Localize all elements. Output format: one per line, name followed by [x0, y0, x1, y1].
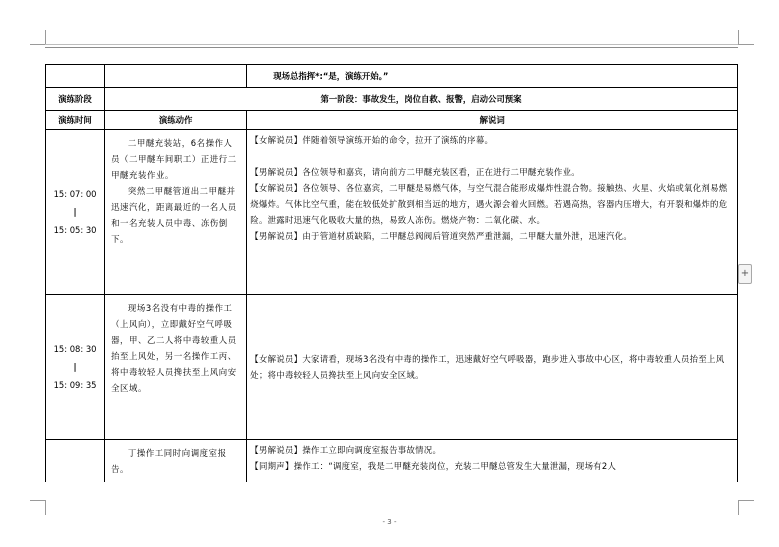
- narration-line: [250, 132, 734, 148]
- crop-mark-bottom-right-h: [738, 500, 754, 501]
- crop-mark-top-left-h: [30, 44, 46, 45]
- narration-line: [250, 180, 734, 228]
- action-cell: [105, 130, 247, 295]
- time-cell: [46, 130, 105, 295]
- directive-empty-cell-1: [46, 65, 105, 88]
- narration-text: 操作工：“调度室，我是二甲醚充装岗位，充装二甲醚总管发生大量泄漏，现场有2人: [293, 461, 617, 471]
- narration-text: 操作工立即向调度室报告事故情况。: [302, 445, 442, 455]
- column-header-time: 演练时间: [46, 111, 105, 130]
- narration-line: [250, 442, 734, 458]
- narration-cell: [247, 440, 738, 483]
- time-cell: [46, 440, 105, 483]
- time-end: 15: 09: 35: [53, 380, 97, 390]
- crop-mark-top-right-v: [738, 30, 739, 45]
- time-separator: |: [73, 362, 77, 372]
- time-end: 15: 05: 30: [53, 225, 97, 235]
- table-row: [46, 440, 738, 483]
- stage-label: 演练阶段: [46, 88, 105, 111]
- table-row: [46, 295, 738, 440]
- column-header-narration: 解说词: [247, 111, 738, 130]
- page-number: - 3 -: [382, 518, 397, 526]
- narration-text: 由于管道材质缺陷，二甲醚总阀阀后管道突然严重泄漏，二甲醚大量外泄，迅速汽化。: [302, 231, 632, 241]
- header-rule-thin: [45, 44, 738, 45]
- time-cell: [46, 295, 105, 440]
- column-header-action: 演练动作: [105, 111, 247, 130]
- stage-title: 第一阶段：事故发生，岗位自救、报警，启动公司预案: [105, 88, 738, 111]
- narration-line: [250, 351, 734, 383]
- narration-role: 【女解说员】: [250, 135, 303, 145]
- narration-role: 【女解说员】: [250, 354, 303, 364]
- crop-mark-top-right-h: [738, 44, 754, 45]
- directive-row: [46, 65, 738, 88]
- narration-line: [250, 458, 734, 474]
- narration-line: [250, 164, 734, 180]
- narration-cell: [247, 295, 738, 440]
- narration-line: [250, 228, 734, 244]
- narration-role: 【男解说员】: [250, 167, 303, 177]
- time-separator: |: [73, 207, 77, 217]
- action-text: 突然二甲醚管道出二甲醚并迅速汽化，距离最近的一名人员和一名充装人员中毒、冻伤倒下。: [111, 186, 237, 244]
- narration-text: 伴随着领导演练开始的命令，拉开了演练的序幕。: [302, 135, 494, 145]
- crop-mark-bottom-left-h: [30, 500, 46, 501]
- crop-mark-bottom-right-v: [738, 500, 739, 515]
- header-rule: [45, 47, 738, 48]
- narration-text: 各位领导、各位嘉宾，二甲醚是易燃气体，与空气混合能形成爆炸性混合物。接触热、火星、火焰或氧化剂易燃烧爆炸。气体比空气重，能在较低处扩散到相当远的地方，遇火源会着火回燃。若遇高热，容器内压增大，有开裂和爆炸的危险。泄露时迅速气化吸收大量的热，易致人冻伤。燃烧产物：二氧化碳、水。: [250, 183, 728, 225]
- narration-role: 【同期声】: [250, 461, 294, 471]
- action-text: 二甲醚充装站，6名操作人员（二甲醚车间职工）正进行二甲醚充装作业。: [111, 138, 237, 180]
- time-start: 15: 07: 00: [53, 189, 97, 199]
- directive-cell: 现场总指挥*:“是，演练开始。”: [247, 65, 738, 88]
- narration-cell: [247, 130, 738, 295]
- document-table-frame: [45, 64, 738, 482]
- narration-role: 【女解说员】: [250, 183, 303, 193]
- time-start: 15: 08: 30: [53, 344, 97, 354]
- narration-role: 【男解说员】: [250, 445, 303, 455]
- narration-line: [250, 148, 734, 164]
- narration-role: 【男解说员】: [250, 231, 303, 241]
- action-text: 丁操作工同时向调度室报告。: [111, 448, 227, 474]
- expand-plus-button[interactable]: +: [738, 264, 752, 284]
- crop-mark-top-left-v: [45, 30, 46, 45]
- narration-text: 各位领导和嘉宾，请向前方二甲醚充装区看，正在进行二甲醚充装作业。: [302, 167, 580, 177]
- directive-empty-cell-2: [105, 65, 247, 88]
- action-text: 现场3名没有中毒的操作工（上风向），立即戴好空气呼吸器，甲、乙二人将中毒较重人员抬至上风处，另一名操作工丙、将中毒较轻人员搀扶至上风向安全区域。: [111, 303, 237, 393]
- stage-row: [46, 88, 738, 111]
- action-cell: [105, 295, 247, 440]
- table-row: [46, 130, 738, 295]
- column-header-row: [46, 111, 738, 130]
- action-cell: [105, 440, 247, 483]
- drill-script-table: [45, 64, 738, 482]
- crop-mark-bottom-left-v: [45, 500, 46, 515]
- narration-text: 大家请看，现场3名没有中毒的操作工，迅速戴好空气呼吸器，跑步进入事故中心区，将中毒较重人员抬至上风处；将中毒较轻人员搀扶至上风向安全区域。: [250, 354, 725, 380]
